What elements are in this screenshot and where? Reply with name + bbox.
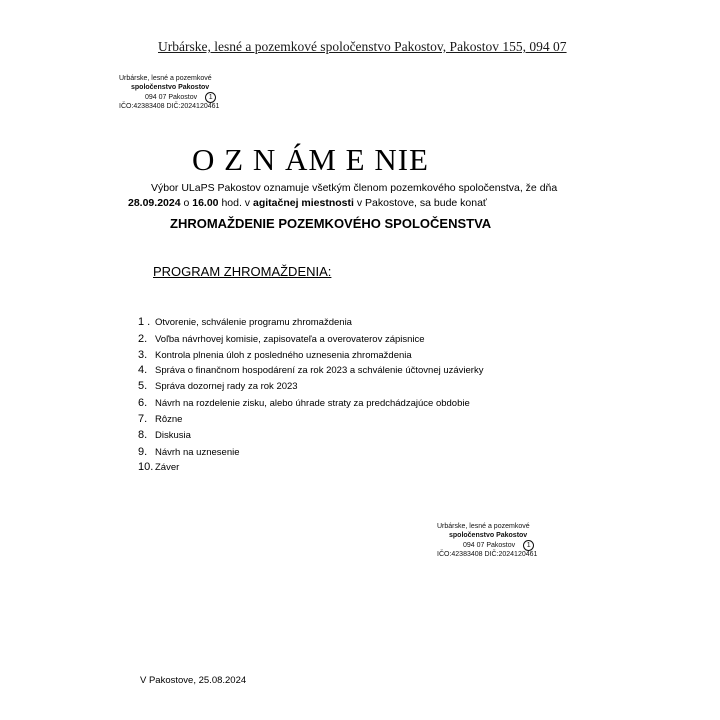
meeting-time: 16.00 (192, 197, 219, 209)
stamp-bottom (437, 522, 577, 560)
footer-date: V Pakostove, 25.08.2024 (140, 675, 247, 686)
stamp-line-1: Urbárske, lesné a pozemkové (119, 75, 212, 82)
list-item: 3. Kontrola plnenia úloh z posledného uznesenia zhromaždenia (138, 349, 412, 361)
meeting-date: 28.09.2024 (128, 197, 181, 209)
stamp-top (119, 74, 259, 112)
stamp-line-4: IČO:42383408 DIČ:2024120461 (437, 551, 538, 558)
stamp-number: 1 (205, 92, 216, 103)
document-header: Urbárske, lesné a pozemkové spoločenstvo Pakostov, Pakostov 155, 094 07 (158, 39, 567, 54)
stamp-line-2: spoločenstvo Pakostov (131, 84, 210, 91)
list-item: 7. Rôzne (138, 413, 183, 425)
program-title: PROGRAM ZHROMAŽDENIA: (153, 264, 332, 279)
list-item: 6. Návrh na rozdelenie zisku, alebo úhrade straty za predchádzajúce obdobie (138, 397, 470, 409)
stamp-line-3: 094 07 Pakostov 1 (463, 540, 534, 551)
list-item: 8. Diskusia (138, 429, 191, 441)
intro-line-1: Výbor ULaPS Pakostov oznamuje všetkým členom pozemkového spoločenstva, že dňa (151, 182, 558, 194)
list-item: 10. Záver (138, 461, 180, 473)
meeting-place: agitačnej miestnosti (252, 197, 354, 209)
meeting-heading: ZHROMAŽDENIE POZEMKOVÉHO SPOLOČENSTVA (170, 216, 492, 231)
stamp-line-4: IČO:42383408 DIČ:2024120461 (119, 103, 220, 110)
stamp-line-2: spoločenstvo Pakostov (449, 532, 528, 539)
list-item: 5. Správa dozornej rady za rok 2023 (138, 380, 298, 392)
list-item: 1 . Otvorenie, schválenie programu zhromaždenia (138, 316, 352, 328)
page-title: O Z N ÁM E NIE (192, 142, 429, 177)
stamp-line-1: Urbárske, lesné a pozemkové (437, 523, 530, 530)
stamp-number: 1 (523, 540, 534, 551)
stamp-line-3: 094 07 Pakostov 1 (145, 92, 216, 103)
list-item: 4. Správa o finančnom hospodárení za rok 2023 a schválenie účtovnej uzávierky (138, 364, 484, 376)
list-item: 9. Návrh na uznesenie (138, 446, 240, 458)
intro-line-2: 28.09.2024 o 16.00 hod. v agitačnej miestnosti v Pakostove, sa bude konať (128, 197, 487, 209)
list-item: 2. Voľba návrhovej komisie, zapisovateľa a overovaterov zápisnice (138, 333, 425, 345)
